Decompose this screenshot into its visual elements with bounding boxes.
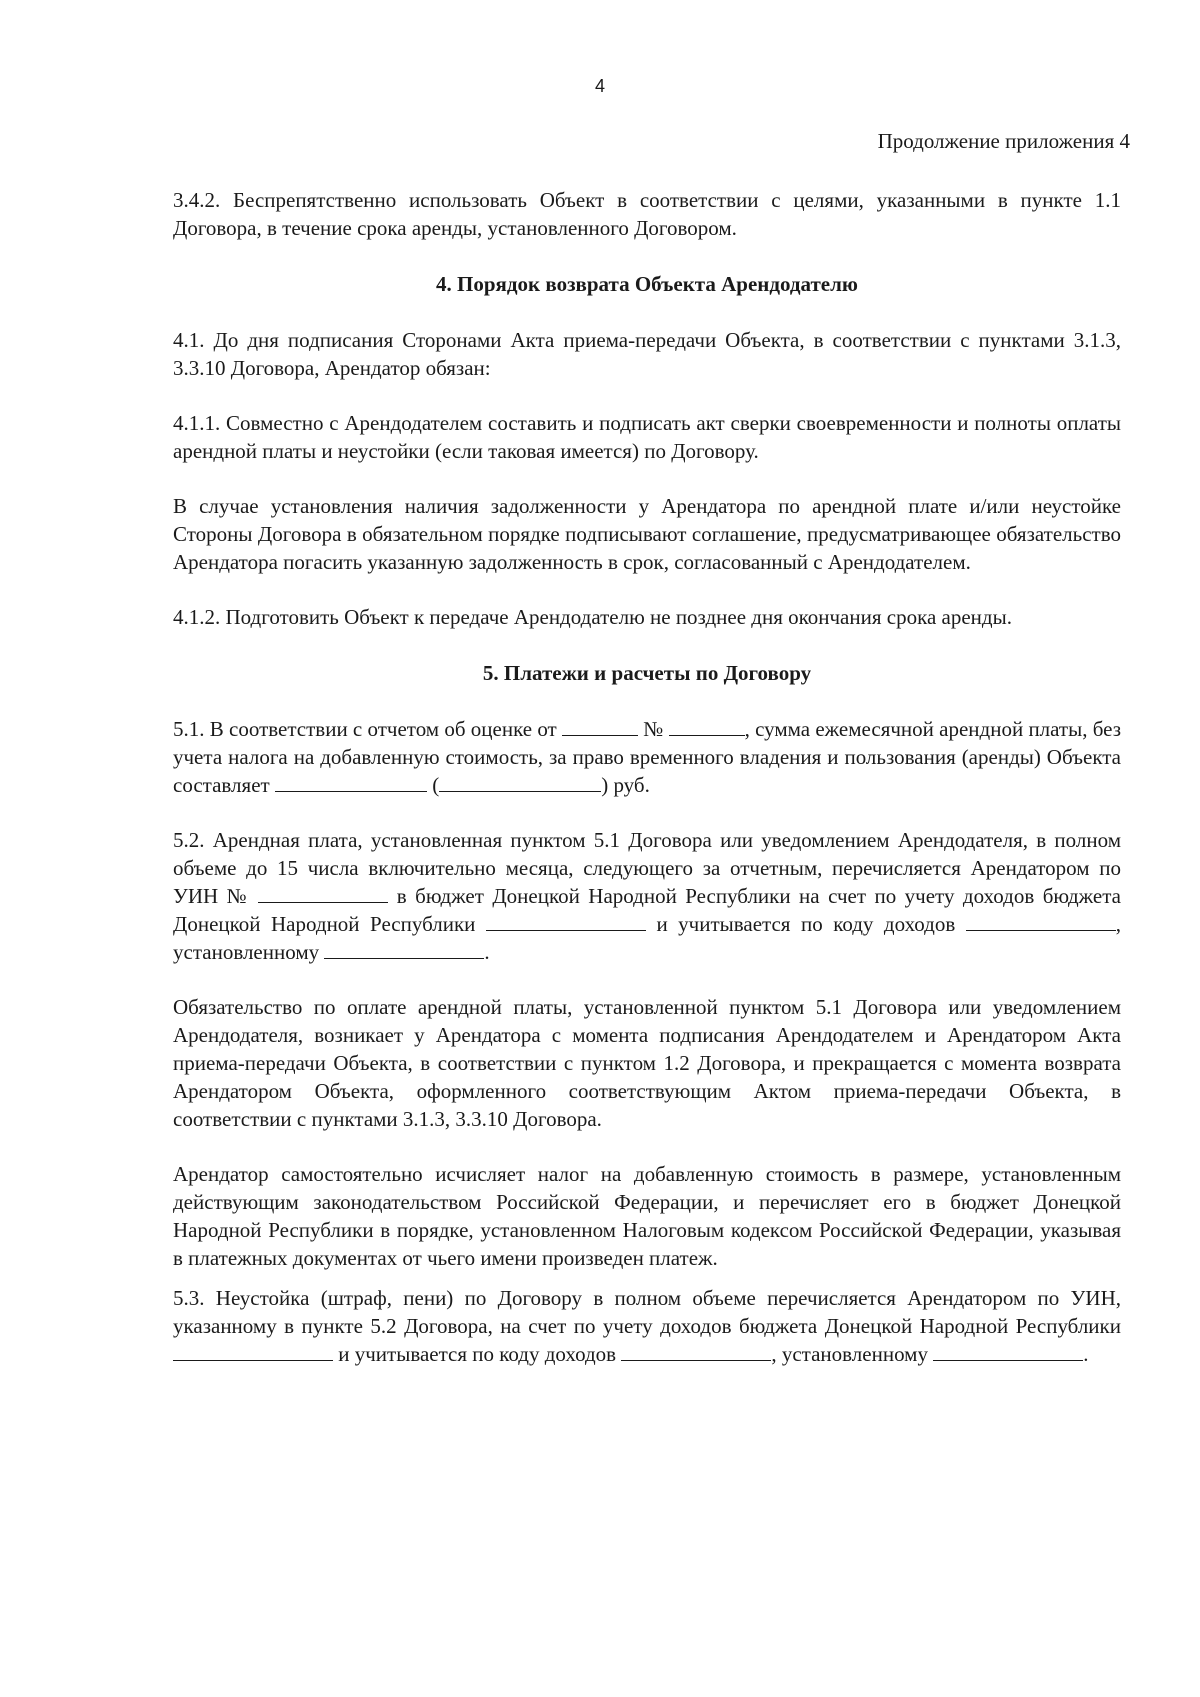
rent-amount-blank [275,771,427,792]
paragraph-3-4-2: 3.4.2. Беспрепятственно использовать Объект в соответствии с целями, указанными в пункте 1.1 Договора, в течение срока аренды, установленного Договором. [173,188,1121,240]
paragraph-debt: В случае установления наличия задолженности у Арендатора по арендной плате и/или неустойке Стороны Договора в обязательном порядке подписывают соглашение, предусматривающее обязательство Арендатора погасить указанную задолженность в срок, согласованный с Арендодателем. [173,494,1121,574]
paragraph-vat: Арендатор самостоятельно исчисляет налог на добавленную стоимость в размере, установленным действующим законодательством Российской Федерации, и перечисляет его в бюджет Донецкой Народной Республики в порядке, установленном Налоговым кодексом Российской Федерации, указывая в платежных документах от чьего имени произведен платеж. [173,1162,1121,1270]
appendix-continuation-label: Продолжение приложения 4 [877,129,1130,153]
paragraph-5-2: 5.2. Арендная плата, установленная пунктом 5.1 Договора или уведомлением Арендодателя, в полном объеме до 15 числа включительно месяца, следующего за отчетным, перечисляется Арендатором по УИН № в бюджет Донецкой Народной Республики на счет по учету доходов бюджета Донецкой Народной Республики и учитывается по коду доходов , установленному . [173,828,1122,964]
paragraph-4-1-1: 4.1.1. Совместно с Арендодателем составить и подписать акт сверки своевременности и полноты оплаты арендной платы и неустойки (если таковая имеется) по Договору. [173,411,1121,463]
section-4-heading: 4. Порядок возврата Объекта Арендодателю [436,272,858,296]
paragraph-5-3: 5.3. Неустойка (штраф, пени) по Договору в полном объеме перечисляется Арендатором по УИН, указанному в пункте 5.2 Договора, на счет по учету доходов бюджета Донецкой Народной Республики и учитывается по коду доходов , установленному . [173,1286,1121,1366]
income-code-blank [966,910,1116,931]
established-by-blank [324,938,484,959]
uin-blank [258,882,388,903]
penalty-income-code-blank [621,1340,771,1361]
valuation-date-blank [562,715,638,736]
paragraph-obligation: Обязательство по оплате арендной платы, установленной пунктом 5.1 Договора или уведомлением Арендодателя, возникает у Арендатора с момента подписания Арендодателем и Арендатором Акта приема-передачи Объекта, в соответствии с пунктом 1.2 Договора, и прекращается с момента возврата Арендатором Объекта, оформленного соответствующим Актом приема-передачи Объекта, в соответствии с пунктами 3.1.3, 3.3.10 Договора. [173,995,1121,1131]
page-number: 4 [594,76,605,96]
budget-account-blank [486,910,646,931]
valuation-number-blank [669,715,745,736]
rent-amount-words-blank [439,771,601,792]
penalty-account-blank [173,1340,333,1361]
section-5-heading: 5. Платежи и расчеты по Договору [482,661,812,685]
paragraph-4-1: 4.1. До дня подписания Сторонами Акта приема-передачи Объекта, в соответствии с пунктами 3.1.3, 3.3.10 Договора, Арендатор обязан: [173,328,1121,380]
paragraph-5-1: 5.1. В соответствии с отчетом об оценке от № , сумма ежемесячной арендной платы, без учета налога на добавленную стоимость, за право временного владения и пользования (аренды) Объекта составляет ( ) руб. [173,717,1122,797]
paragraph-4-1-2: 4.1.2. Подготовить Объект к передаче Арендодателю не позднее дня окончания срока аренды. [173,605,1012,629]
document-body [173,186,1121,1368]
penalty-established-by-blank [933,1340,1083,1361]
